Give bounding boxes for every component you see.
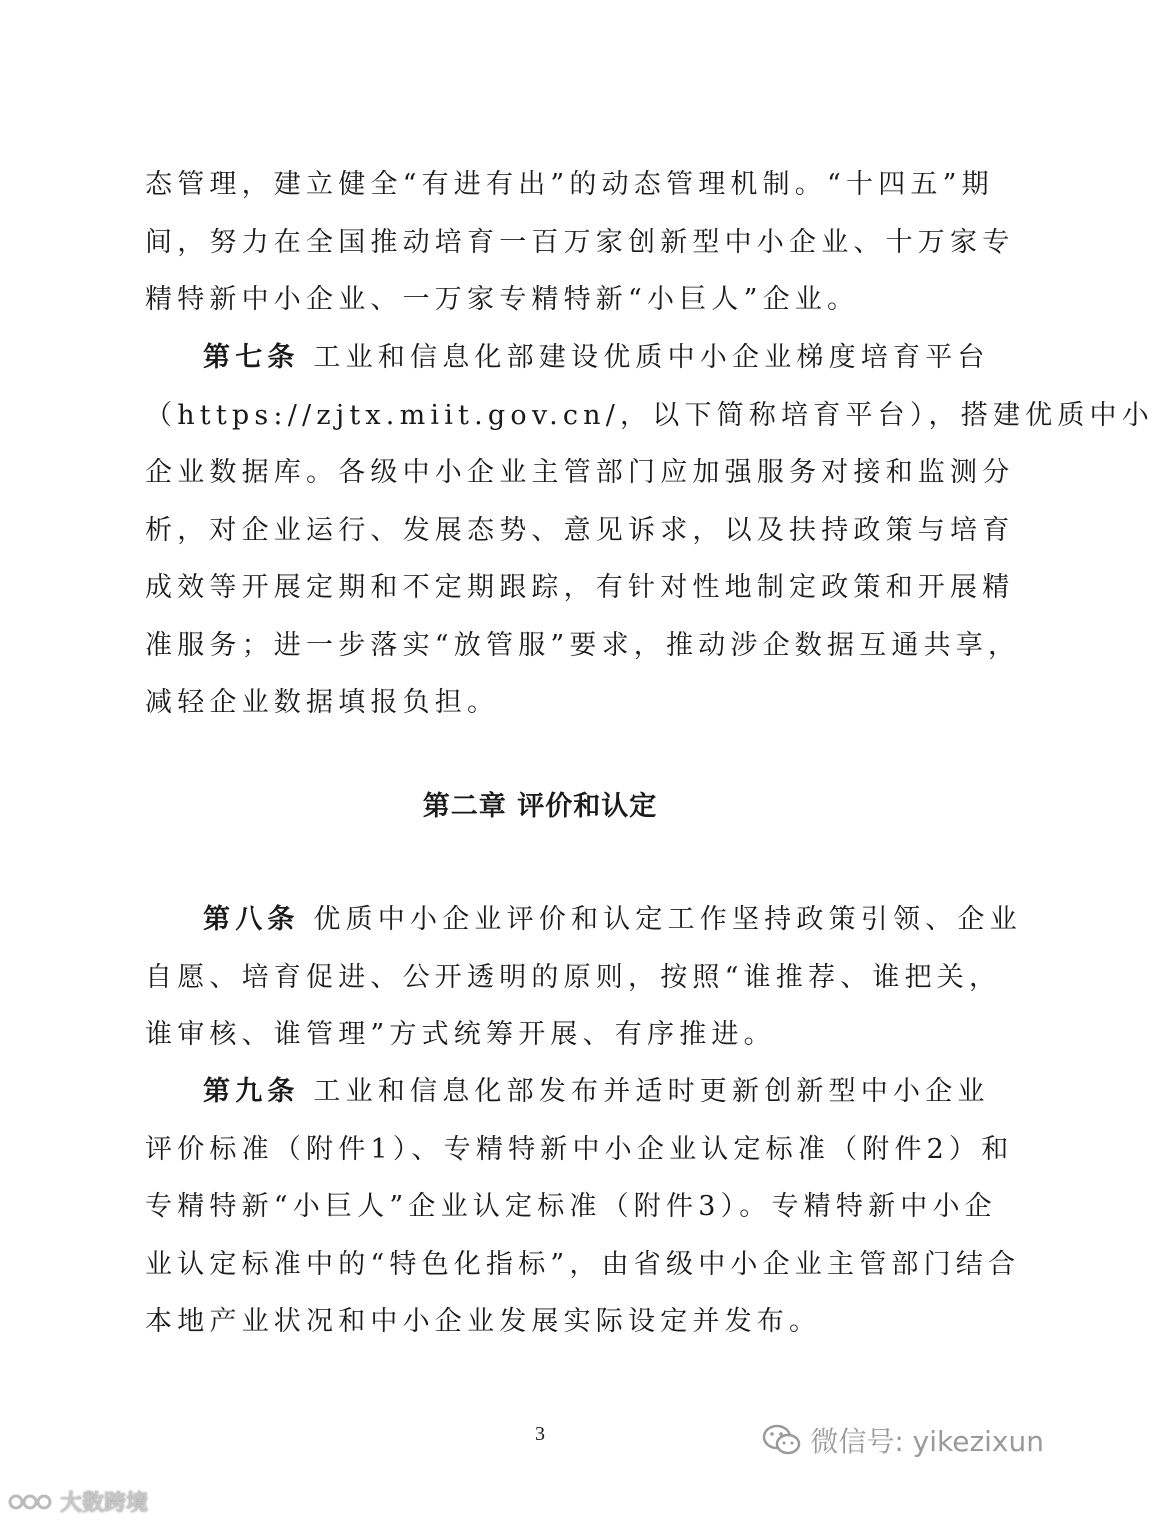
article-7-label: 第七条 — [203, 342, 300, 373]
site-watermark — [8, 1486, 148, 1517]
text-line: 析，对企业运行、发展态势、意见诉求，以及扶持政策与培育 — [145, 514, 1015, 546]
text-line: 减轻企业数据填报负担。 — [145, 687, 500, 718]
paragraph-management — [145, 156, 1015, 329]
article-9-label: 第九条 — [203, 1076, 300, 1107]
text-line: 谁审核、谁管理”方式统筹开展、有序推进。 — [145, 1019, 776, 1050]
text-line — [145, 329, 990, 387]
text-line: 专精特新“小巨人”企业认定标准（附件3）。专精特新中小企 — [145, 1191, 997, 1222]
article-9 — [145, 1063, 1021, 1351]
text-line: 准服务；进一步落实“放管服”要求，推动涉企数据互通共享， — [145, 629, 1021, 661]
article-8-text: 优质中小企业评价和认定工作坚持政策引领、企业 — [313, 904, 1022, 935]
text-line: 企业数据库。各级中小企业主管部门应加强服务对接和监测分 — [145, 457, 1015, 488]
text-line: 自愿、培育促进、公开透明的原则，按照“谁推荐、谁把关， — [145, 961, 1002, 993]
logo-icon — [8, 1489, 56, 1515]
wechat-watermark — [762, 1420, 1044, 1460]
text-line: 评价标准（附件1）、专精特新中小企业认定标准（附件2）和 — [145, 1133, 1014, 1165]
text-line: 成效等开展定期和不定期跟踪，有针对性地制定政策和开展精 — [145, 572, 1015, 603]
article-8-label: 第八条 — [203, 904, 300, 935]
article-9-text: 工业和信息化部发布并适时更新创新型中小企业 — [313, 1076, 990, 1107]
text-line: 业认定标准中的“特色化指标”，由省级中小企业主管部门结合 — [145, 1248, 1021, 1280]
site-name-text: 大数跨境 — [60, 1491, 149, 1516]
text-line: （https://zjtx.miit.gov.cn/，以下简称培育平台），搭建优质中小 — [145, 399, 1154, 431]
text-line — [145, 1063, 990, 1121]
wechat-id-text: 微信号: yikezixun — [810, 1425, 1044, 1458]
article-7-text: 工业和信息化部建设优质中小企业梯度培育平台 — [313, 342, 990, 373]
text-line: 间，努力在全国推动培育一百万家创新型中小企业、十万家专 — [145, 226, 1015, 258]
article-7 — [145, 329, 1154, 732]
text-line: 本地产业状况和中小企业发展实际设定并发布。 — [145, 1306, 822, 1337]
chapter-title: 第二章 评价和认定 — [422, 791, 658, 822]
page-number: 3 — [535, 1423, 545, 1445]
article-8 — [145, 891, 1022, 1064]
text-line: 精特新中小企业、一万家专精特新“小巨人”企业。 — [145, 284, 860, 315]
wechat-icon — [762, 1423, 802, 1457]
text-line: 态管理，建立健全“有进有出”的动态管理机制。“十四五”期 — [145, 169, 994, 200]
text-line — [145, 891, 1022, 949]
